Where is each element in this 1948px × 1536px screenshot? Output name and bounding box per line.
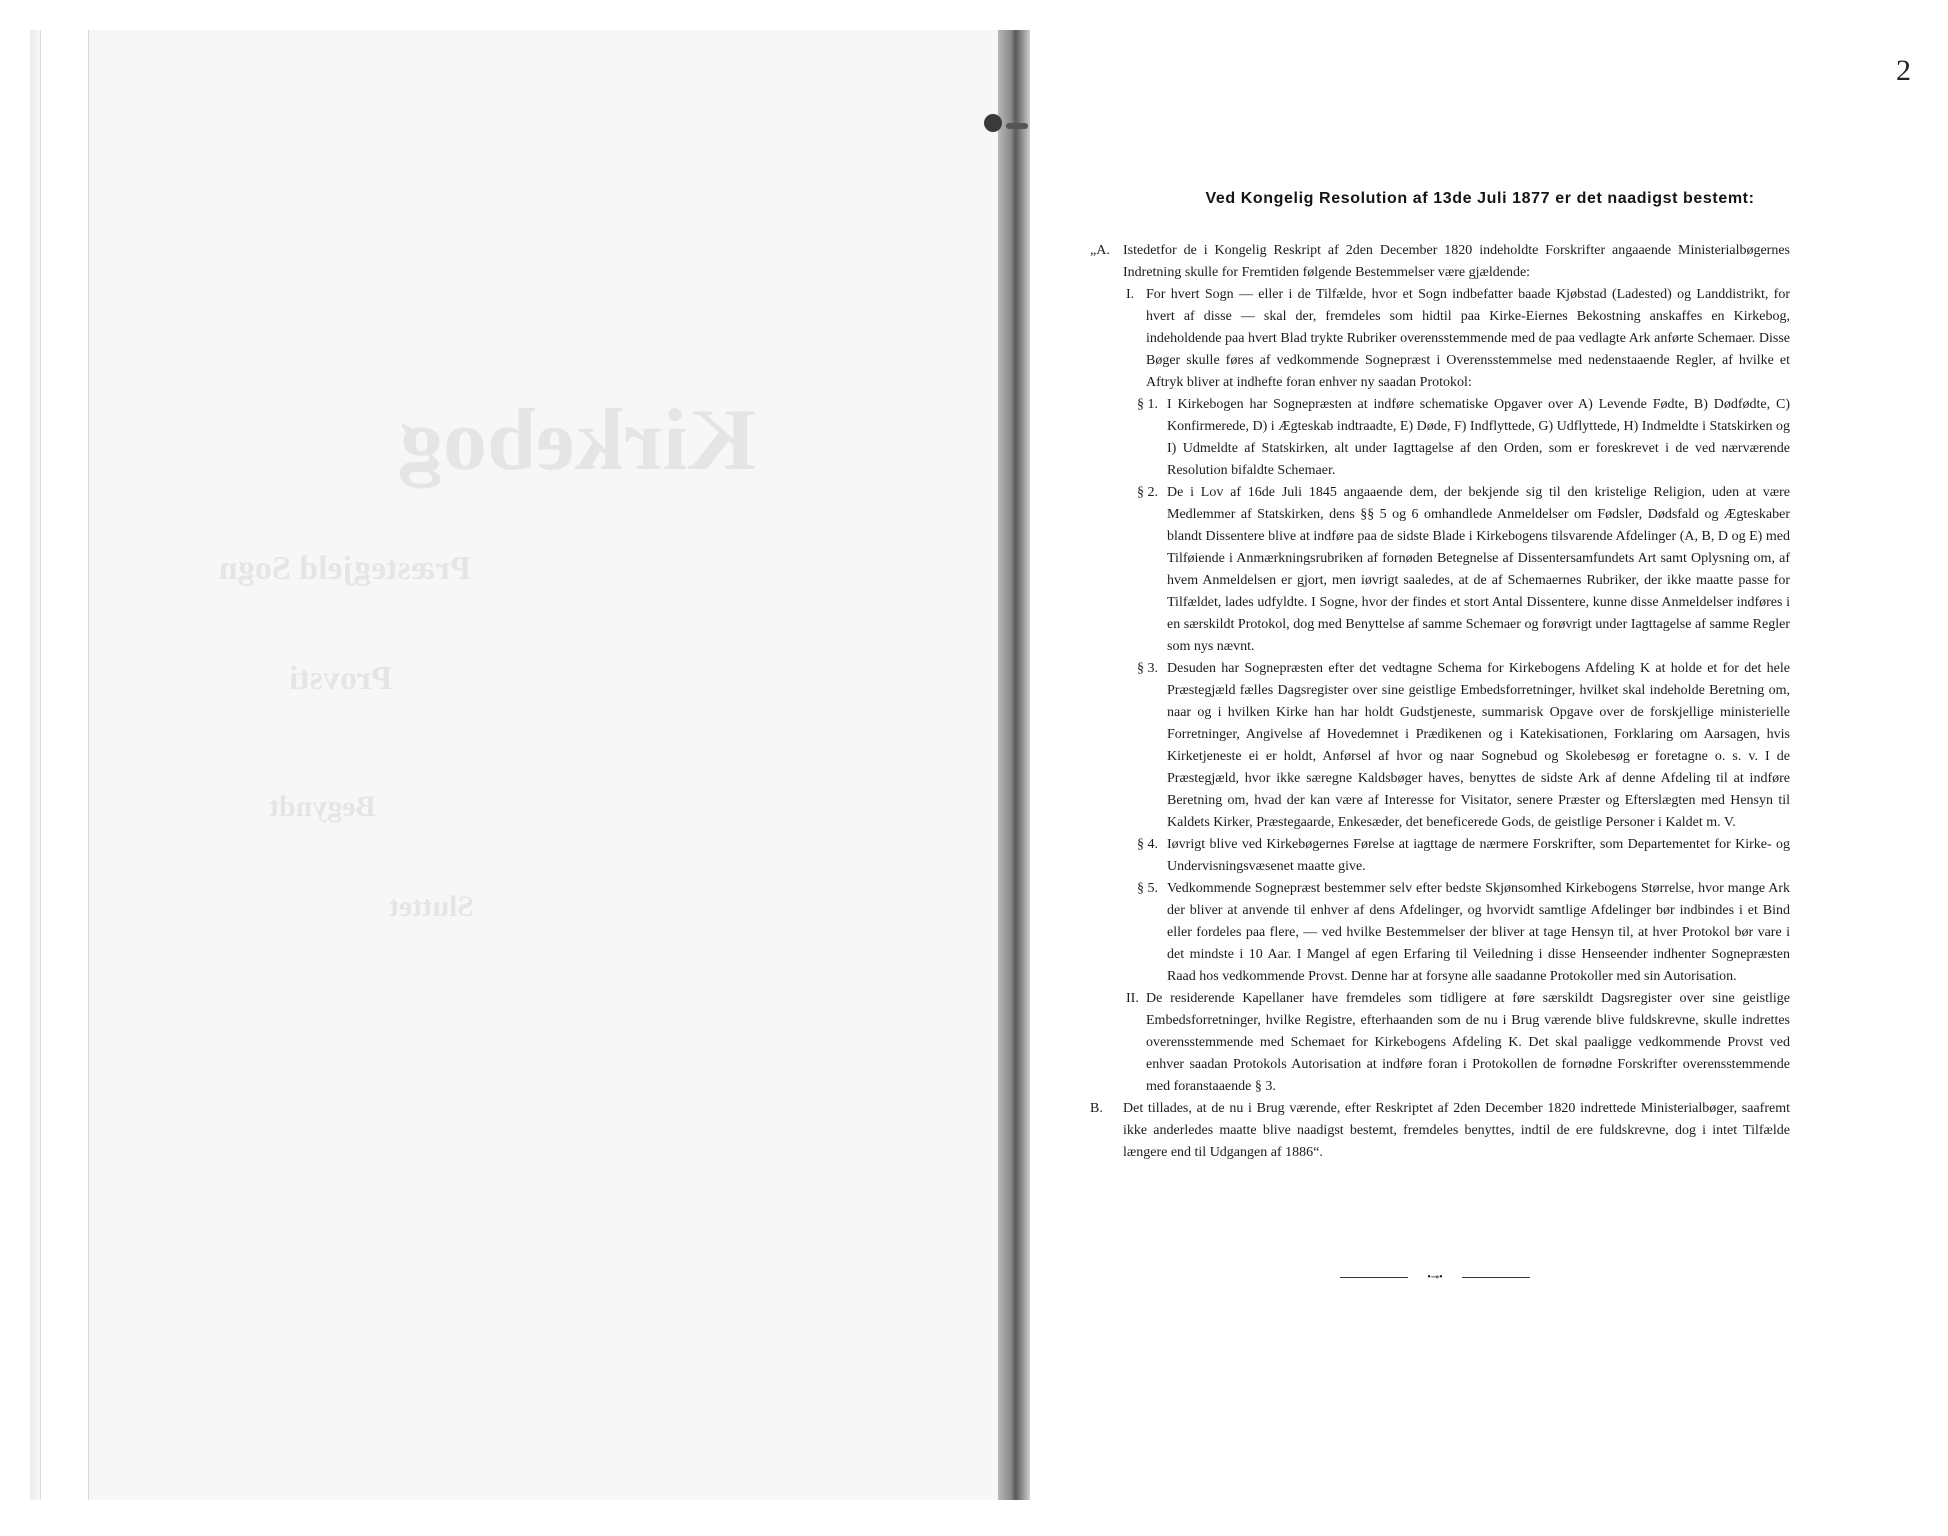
binding-mark	[1006, 123, 1028, 129]
ornament-rule	[1462, 1277, 1530, 1278]
resolution-heading: Ved Kongelig Resolution af 13de Juli 1877 er det naadigst bestemt:	[1205, 190, 1755, 207]
book-gutter	[998, 30, 1030, 1500]
section-label: § 5.	[1137, 881, 1158, 896]
section-paragraph	[1090, 1098, 1790, 1164]
bleed-through-row: Sluttet	[389, 890, 474, 923]
section-label: B.	[1090, 1101, 1103, 1116]
section-label: § 3.	[1137, 661, 1158, 676]
section-paragraph	[1090, 834, 1790, 878]
section-text: De residerende Kapellaner have fremdeles som tidligere at føre særskildt Dagsregister over sine geistlige Embedsforretninger, hvilke Registre, efterhaanden som de nu i Brug værende blive fuldskrevne, skulle indrettes overensstemmende med Schemaet for Kirkebogens Afdeling K. Det skal paaligge vedkommende Provst ved enhver saadan Protokols Autorisation at indføre foran i Protokollen de fornødne Forskrifter overensstemmende med foranstaaende § 3.	[1146, 991, 1790, 1094]
section-text: Desuden har Sognepræsten efter det vedtagne Schema for Kirkebogens Afdeling K at holde et for det hele Præstegjæld fælles Dagsregister over sine geistlige Embedsforretninger, hvilket skal indeholde Beretning om, naar og i hvilken Kirke han har holdt Gudstjeneste, summarisk Opgave over de forskjellige ministerielle Forretninger, Angivelse af Hovedemnet i Prædikenen og i Katekisationen, Forklaring om Aarsagen, hvis Kirketjeneste ei er holdt, Anførsel af hvor og naar Sognebud og Skolebesøg er foretagne o. s. v. I de Præstegjæld, hvor ikke særegne Kaldsbøger haves, benyttes de sidste Ark af denne Afdeling til at indføre Beretning om, hvad der kan være af Interesse for Visitator, senere Præster og Efterslægten med Hensyn til Kaldets Kirker, Præstegaarde, Enkesæder, det beneficerede Gods, de geistlige Personer i Kaldet m. V.	[1167, 661, 1790, 830]
section-label: § 4.	[1137, 837, 1158, 852]
section-text: Det tillades, at de nu i Brug værende, efter Reskriptet af 2den December 1820 indrettede Ministerialbøger, saafremt ikke anderledes maatte blive naadigst bestemt, fremdeles benyttes, indtil de ere fuldskrevne, dog i intet Tilfælde længere end til Udgangen af 1886“.	[1123, 1101, 1790, 1160]
binding-thread-icon	[984, 114, 1002, 132]
section-label: „A.	[1090, 243, 1110, 258]
closing-ornament	[1340, 1272, 1530, 1284]
ornament-glyph: •⊸•	[1427, 1272, 1443, 1283]
section-paragraph	[1090, 658, 1790, 834]
section-paragraph	[1090, 284, 1790, 394]
ornament-rule	[1340, 1277, 1408, 1278]
section-paragraph	[1090, 988, 1790, 1098]
section-label: § 2.	[1137, 485, 1158, 500]
bleed-through-row: Begyndt	[269, 790, 376, 823]
page-number: 2	[1896, 54, 1911, 87]
section-paragraph	[1090, 240, 1790, 284]
section-label: § 1.	[1137, 397, 1158, 412]
section-label: I.	[1126, 287, 1135, 302]
left-page	[88, 30, 999, 1500]
section-text: De i Lov af 16de Juli 1845 angaaende dem, der bekjende sig til den kristelige Religion, uden at være Medlemmer af Statskirken, dens §§ 5 og 6 omhandlede Anmeldelser om Fødsler, Dødsfald og Ægteskaber blandt Dissentere blive at indføre paa de sidste Blade i Kirkebogens tilsvarende Afdelinger (A, B, D og E) med Tilføiende i Anmærkningsrubriken af fornøden Betegnelse af Dissentersamfundets Art samt Oplysning om, af hvem Anmeldelsen er gjort, men iøvrigt saaledes, at de af Schemaernes Rubriker, der ikke maatte passe for Tilfældet, lades udfyldte. I Sogne, hvor der findes et stort Antal Dissentere, kunne disse Anmeldelser indføres i en særskildt Protokol, dog med Benyttelse af samme Schemaer og forøvrigt under Iagttagelse af samme Regler som nys nævnt.	[1167, 485, 1790, 654]
scan-edge	[30, 30, 41, 1500]
bleed-through-row: Provsti	[289, 660, 393, 697]
bleed-through-row: Præstegjeld Sogn	[219, 550, 472, 587]
section-paragraph	[1090, 394, 1790, 482]
section-paragraph	[1090, 482, 1790, 658]
section-label: II.	[1126, 991, 1139, 1006]
section-text: I Kirkebogen har Sognepræsten at indføre schematiske Opgaver over A) Levende Fødte, B) Dødfødte, C) Konfirmerede, D) i Ægteskab indtraadte, E) Døde, F) Indflyttede, G) Udflyttede, H) Indmeldte i Statskirken og I) Udmeldte af Statskirken, alt under Iagttagelse af den Orden, som er foreskrevet i de ved nærværende Resolution bifaldte Schemaer.	[1167, 397, 1790, 478]
resolution-body	[1090, 240, 1790, 1164]
section-text: Istedetfor de i Kongelig Reskript af 2den December 1820 indeholdte Forskrifter angaaende Ministerialbøgernes Indretning skulle for Fremtiden følgende Bestemmelser være gjældende:	[1123, 243, 1790, 280]
section-text: Vedkommende Sognepræst bestemmer selv efter bedste Skjønsomhed Kirkebogens Størrelse, hvor mange Ark der bliver at anvende til enhver af dens Afdelinger, og hvorvidt samtlige Afdelinger bør indbindes i et Bind eller fordeles paa flere, — ved hvilke Bestemmelser der bliver at tage Hensyn til, at hver Protokol bør vare i det mindste i 10 Aar. I Mangel af egen Erfaring til Veiledning i disse Henseender indhenter Sognepræsten Raad hos vedkommende Provst. Denne har at forsyne alle saadanne Protokoller med sin Autorisation.	[1167, 881, 1790, 984]
section-text: Iøvrigt blive ved Kirkebøgernes Førelse at iagttage de nærmere Forskrifter, som Departementet for Kirke- og Undervisningsvæsenet maatte give.	[1167, 837, 1790, 874]
section-text: For hvert Sogn — eller i de Tilfælde, hvor et Sogn indbefatter baade Kjøbstad (Ladested) og Landdistrikt, for hvert af disse — skal der, fremdeles som hidtil paa Kirke-Eiernes Bekostning anskaffes en Kirkebog, indeholdende paa hvert Blad trykte Rubriker overensstemmende med de paa vedlagte Ark anførte Schemaer. Disse Bøger skulle føres af vedkommende Sognepræst i Overensstemmelse med nedenstaaende Regler, af hvilke et Aftryk bliver at indhefte foran enhver ny saadan Protokol:	[1146, 287, 1790, 390]
section-paragraph	[1090, 878, 1790, 988]
bleed-through-title: Kirkebog	[399, 392, 756, 489]
